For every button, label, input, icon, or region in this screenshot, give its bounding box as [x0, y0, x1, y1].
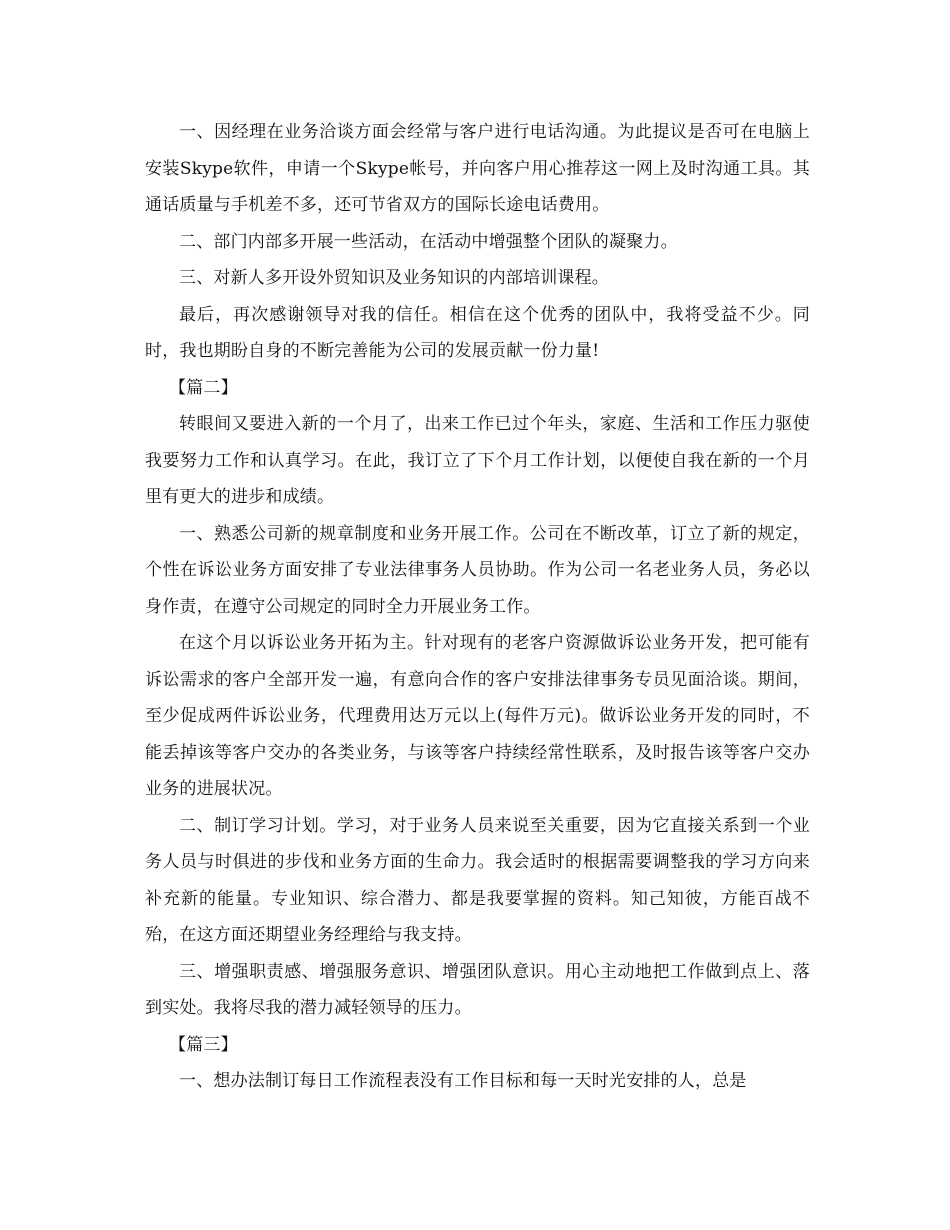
paragraph: 三、对新人多开设外贸知识及业务知识的内部培训课程。: [179, 268, 609, 288]
paragraph: 一、想办法制订每日工作流程表没有工作目标和每一天时光安排的人，总是: [179, 1071, 747, 1091]
section-heading: 【篇三】: [169, 1034, 238, 1055]
paragraph: 最后，再次感谢领导对我的信任。相信在这个优秀的团队中，我将受益不少。同时，我也期盼自身的不断完善能为公司的发展贡献一份力量!: [145, 304, 810, 361]
document-body: [145, 114, 810, 1100]
paragraph: 在这个月以诉讼业务开拓为主。针对现有的老客户资源做诉讼业务开发，把可能有诉讼需求的客户全部开发一遍，有意向合作的客户安排法律事务专员见面洽谈。期间，至少促成两件诉讼业务，代理费用达万元以上(每件万元)。做诉讼业务开发的同时，不能丢掉该等客户交办的各类业务，与该等客户持续经常性联系，及时报告该等客户交办业务的进展状况。: [145, 633, 810, 799]
paragraph: 一、熟悉公司新的规章制度和业务开展工作。公司在不断改革，订立了新的规定，个性在诉讼业务方面安排了专业法律事务人员协助。作为公司一名老业务人员，务必以身作责，在遵守公司规定的同时全力开展业务工作。: [145, 523, 810, 617]
paragraph: 一、因经理在业务洽谈方面会经常与客户进行电话沟通。为此提议是否可在电脑上安装Skype软件，申请一个Skype帐号，并向客户用心推荐这一网上及时沟通工具。其通话质量与手机差不多，还可节省双方的国际长途电话费用。: [145, 122, 810, 215]
paragraph: 转眼间又要进入新的一个月了，出来工作已过个年头，家庭、生活和工作压力驱使我要努力工作和认真学习。在此，我订立了下个月工作计划，以便使自我在新的一个月里有更大的进步和成绩。: [145, 414, 810, 507]
paragraph: 二、部门内部多开展一些活动，在活动中增强整个团队的凝聚力。: [179, 231, 678, 252]
paragraph: 二、制订学习计划。学习，对于业务人员来说至关重要，因为它直接关系到一个业务人员与时俱进的步伐和业务方面的生命力。我会适时的根据需要调整我的学习方向来补充新的能量。专业知识、综合潜力、都是我要掌握的资料。知己知彼，方能百战不殆，在这方面还期望业务经理给与我支持。: [145, 815, 810, 945]
section-heading: 【篇二】: [169, 377, 238, 398]
paragraph: 三、增强职责感、增强服务意识、增强团队意识。用心主动地把工作做到点上、落到实处。我将尽我的潜力减轻领导的压力。: [145, 961, 810, 1018]
